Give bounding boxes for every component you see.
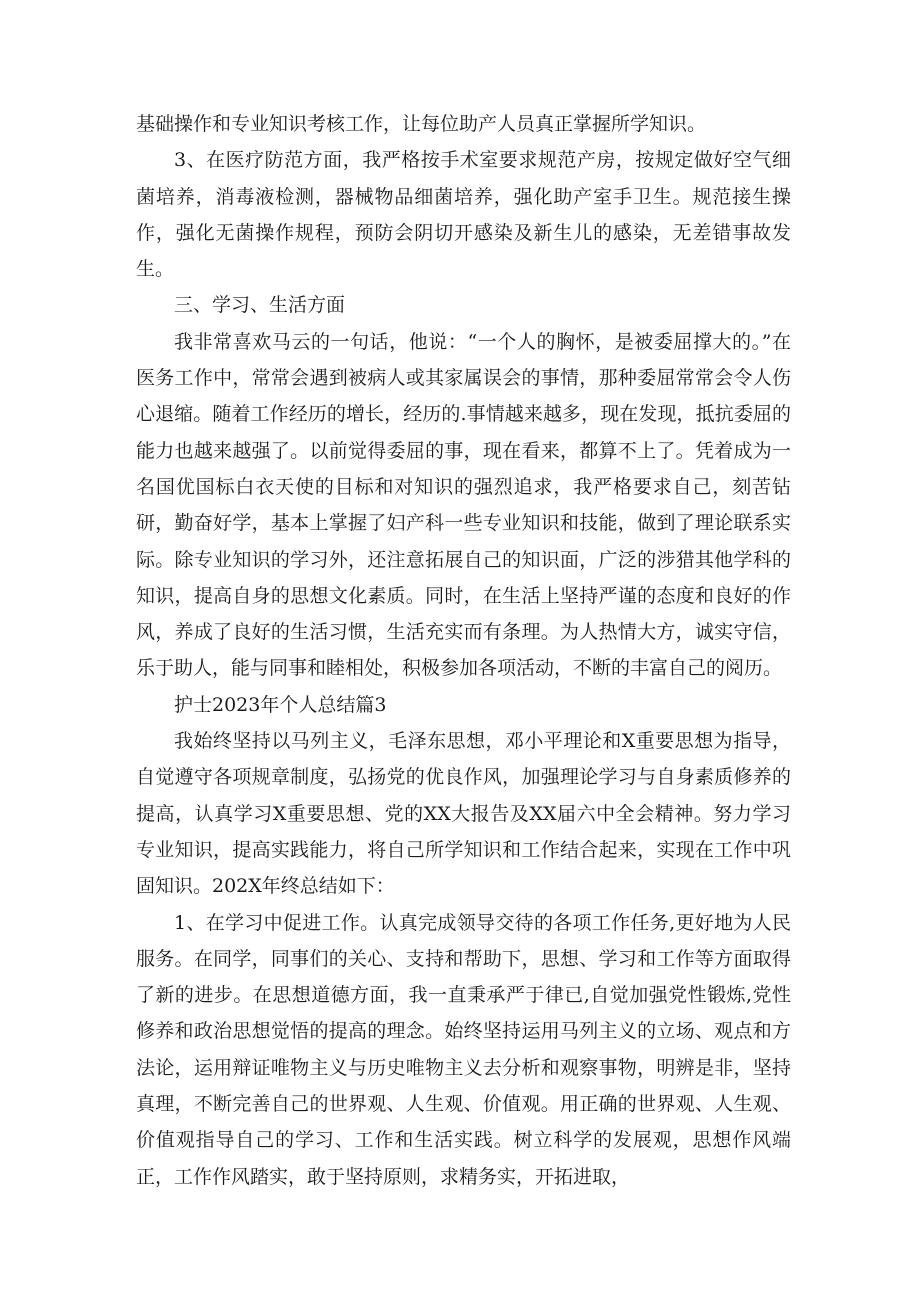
paragraph-study-life: 我非常喜欢马云的一句话，他说：“一个人的胸怀，是被委屈撑大的。”在医务工作中，常常会遇到被病人或其家属误会的事情，那种委屈常常会令人伤心退缩。随着工作经历的增长，经历的.事情越来越多，现在发现，抵抗委屈的能力也越来越强了。以前觉得委屈的事，现在看来，都算不上了。凭着成为一名国优国标白衣天使的目标和对知识的强烈追求，我严格要求自己，刻苦钻研，勤奋好学，基本上掌握了妇产科一些专业知识和技能，做到了理论联系实际。除专业知识的学习外，还注意拓展自己的知识面，广泛的涉猎其他学科的知识，提高自身的思想文化素质。同时，在生活上坚持严谨的态度和良好的作风，养成了良好的生活习惯，生活充实而有条理。为人热情大方，诚实守信，乐于助人，能与同事和睦相处，积极参加各项活动，不断的丰富自己的阅历。 — [136, 330, 791, 680]
article-heading: 护士2023年个人总结篇3 — [174, 693, 387, 716]
paragraph-study-work: 1、在学习中促进工作。认真完成领导交待的各项工作任务,更好地为人民服务。在同学，同事们的关心、支持和帮助下，思想、学习和工作等方面取得了新的进步。在思想道德方面，我一直秉承严于律已,自觉加强党性锻炼,党性修养和政治思想觉悟的提高的理念。始终坚持运用马列主义的立场、观点和方法论，运用辩证唯物主义与历史唯物主义去分析和观察事物，明辨是非，坚持真理，不断完善自己的世界观、人生观、价值观。用正确的世界观、人生观、价值观指导自己的学习、工作和生活实践。树立科学的发展观，思想作风端正，工作作风踏实，敢于坚持原则，求精务实，开拓进取， — [136, 911, 791, 1188]
section-heading-study-life: 三、学习、生活方面 — [174, 294, 346, 317]
paragraph-intro: 我始终坚持以马列主义，毛泽东思想，邓小平理论和X重要思想为指导，自觉遵守各项规章制度，弘扬党的优良作风，加强理论学习与自身素质修养的提高，认真学习X重要思想、党的XX大报告及XX届六中全会精神。努力学习专业知识，提高实践能力，将自己所学知识和工作结合起来，实现在工作中巩固知识。202X年终总结如下： — [136, 730, 791, 898]
paragraph-medical-prevention: 3、在医疗防范方面，我严格按手术室要求规范产房，按规定做好空气细菌培养，消毒液检测，器械物品细菌培养，强化助产室手卫生。规范接生操作，强化无菌操作规程，预防会阴切开感染及新生儿的感染，无差错事故发生。 — [136, 149, 791, 281]
document-body — [136, 106, 791, 1195]
paragraph-continuation: 基础操作和专业知识考核工作，让每位助产人员真正掌握所学知识。 — [136, 113, 707, 135]
